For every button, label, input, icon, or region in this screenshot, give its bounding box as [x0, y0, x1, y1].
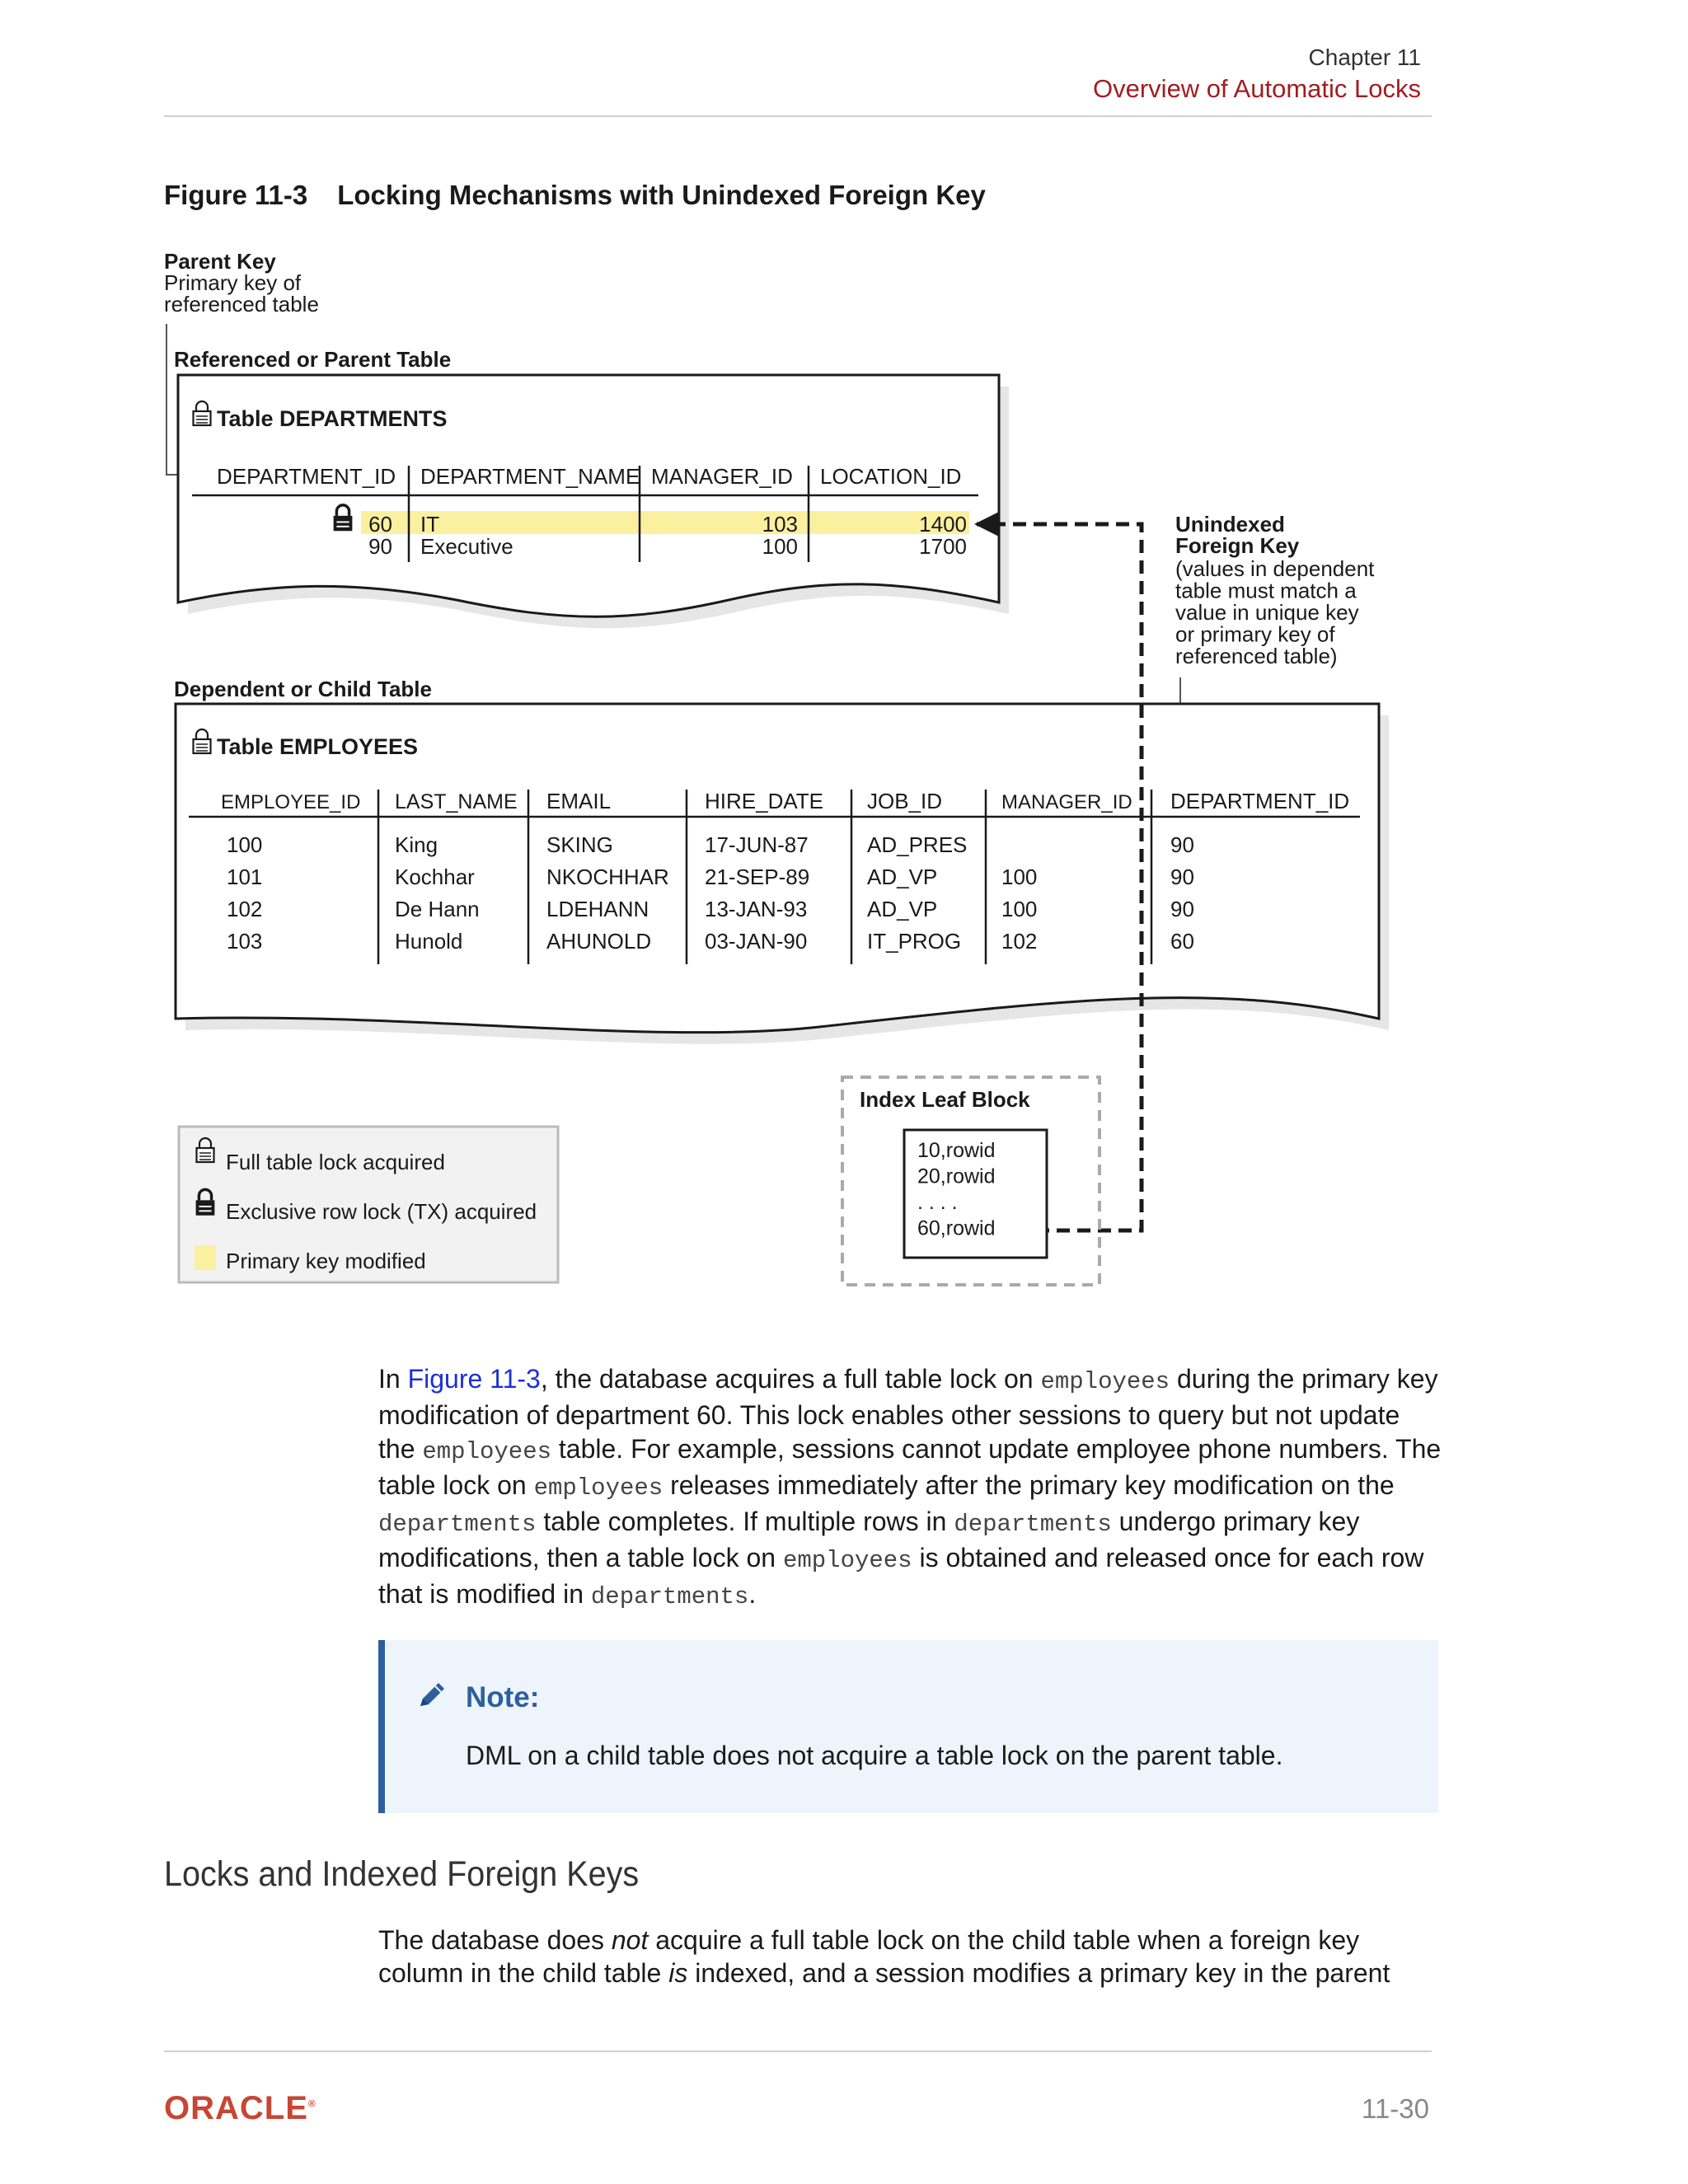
- body-paragraph: [378, 1362, 1442, 1614]
- text: releases immediately after the primary key modification on the: [663, 1470, 1395, 1500]
- logo-text: ORACLE: [164, 2090, 308, 2126]
- text: is obtained and released once for each row that is modified in: [378, 1543, 1424, 1609]
- oracle-logo: [164, 2090, 316, 2127]
- emp-cell: AD_PRES: [867, 832, 968, 857]
- emp-cell: IT_PROG: [867, 929, 962, 954]
- child-table-label: Dependent or Child Table: [174, 677, 432, 701]
- fk-title-line-2: Foreign Key: [1175, 533, 1300, 558]
- index-leaf-title: Index Leaf Block: [860, 1087, 1030, 1112]
- index-entry: 20,rowid: [917, 1165, 996, 1188]
- note-text: DML on a child table does not acquire a table lock on the parent table.: [466, 1741, 1283, 1770]
- emp-cell: SKING: [546, 832, 613, 857]
- manager-id-cell: 103: [762, 512, 798, 537]
- section-paragraph: [378, 1924, 1450, 1990]
- parent-table-label: Referenced or Parent Table: [174, 347, 452, 372]
- footer-rule: [164, 2050, 1432, 2052]
- code-departments: departments: [590, 1583, 749, 1610]
- emphasis: not: [611, 1925, 649, 1955]
- dept-column-header: DEPARTMENT_ID: [217, 464, 396, 489]
- code-employees: employees: [1040, 1368, 1170, 1395]
- fk-desc-line: value in unique key: [1175, 600, 1359, 625]
- departments-title: Table DEPARTMENTS: [217, 406, 448, 431]
- manager-id-cell: 100: [762, 534, 798, 559]
- text: indexed, and a session modifies a primary key in the parent: [687, 1958, 1390, 1988]
- fk-desc-line: table must match a: [1175, 578, 1357, 603]
- dept-column-header: LOCATION_ID: [820, 464, 962, 489]
- emp-column-header: EMAIL: [546, 789, 612, 813]
- text: In: [378, 1364, 408, 1394]
- emp-cell: AD_VP: [867, 865, 938, 889]
- text: .: [748, 1579, 757, 1609]
- dept-id-cell: 60: [368, 512, 392, 537]
- legend-full-lock: Full table lock acquired: [226, 1150, 445, 1174]
- fk-desc-line: (values in dependent: [1175, 556, 1375, 581]
- emp-cell: 102: [1001, 929, 1038, 954]
- text: acquire a full table lock on the child table when a foreign key column in the child table: [378, 1925, 1360, 1988]
- dept-column-header: DEPARTMENT_NAME: [420, 464, 640, 489]
- parent-key-title: Parent Key: [164, 249, 276, 274]
- page-number: 11-30: [1362, 2093, 1429, 2124]
- emp-column-header: DEPARTMENT_ID: [1170, 789, 1350, 813]
- figure-link[interactable]: Figure 11-3: [407, 1364, 541, 1394]
- text: , the database acquires a full table lock on: [540, 1364, 1041, 1394]
- trademark: ®: [307, 2097, 316, 2110]
- emp-cell: 102: [227, 897, 263, 921]
- emp-cell: 100: [227, 832, 263, 857]
- fk-desc-line: referenced table): [1175, 644, 1338, 668]
- emp-cell: AHUNOLD: [546, 929, 652, 954]
- section-title: Locks and Indexed Foreign Keys: [164, 1854, 640, 1894]
- emp-cell: 03-JAN-90: [705, 929, 808, 954]
- pencil-icon: [414, 1678, 450, 1714]
- emp-column-header: EMPLOYEE_ID: [221, 791, 361, 813]
- fk-label: [1175, 512, 1375, 668]
- figure-number: Figure 11-3: [164, 180, 308, 210]
- emp-cell: King: [395, 832, 438, 857]
- text: during the primary key modification of department 60. This lock enables other sessions to query but not update the: [378, 1364, 1438, 1464]
- emp-column-header: MANAGER_ID: [1001, 791, 1132, 813]
- emp-cell: AD_VP: [867, 897, 938, 921]
- employees-title: Table EMPLOYEES: [217, 734, 419, 759]
- emp-cell: 90: [1170, 897, 1194, 921]
- text: table completes. If multiple rows in: [536, 1507, 954, 1536]
- legend-pk-modified: Primary key modified: [226, 1249, 426, 1273]
- emp-cell: LDEHANN: [546, 897, 649, 921]
- emp-cell: 17-JUN-87: [705, 832, 809, 857]
- emphasis: is: [668, 1958, 688, 1988]
- legend-row-lock: Exclusive row lock (TX) acquired: [226, 1199, 537, 1224]
- emp-cell: 21-SEP-89: [705, 865, 810, 889]
- index-entry: 10,rowid: [917, 1139, 996, 1162]
- emp-cell: Hunold: [395, 929, 463, 954]
- dept-column-header: MANAGER_ID: [651, 464, 793, 489]
- parent-key-desc-2: referenced table: [164, 292, 319, 316]
- note-box: [378, 1640, 1438, 1813]
- emp-column-header: LAST_NAME: [395, 790, 518, 813]
- emp-cell: 13-JAN-93: [705, 897, 808, 921]
- code-departments: departments: [954, 1511, 1112, 1538]
- emp-column-header: JOB_ID: [867, 789, 943, 813]
- location-id-cell: 1400: [919, 512, 967, 537]
- emp-cell: 101: [227, 865, 263, 889]
- pk-highlight-row: [361, 511, 969, 534]
- fk-title-line-1: Unindexed: [1175, 512, 1285, 537]
- section-label: Overview of Automatic Locks: [1093, 74, 1421, 103]
- text: The database does: [378, 1925, 612, 1955]
- code-employees: employees: [782, 1547, 912, 1574]
- code-departments: departments: [378, 1511, 537, 1538]
- emp-cell: De Hann: [395, 897, 480, 921]
- chapter-label: Chapter 11: [1308, 45, 1421, 70]
- emp-cell: 100: [1001, 897, 1038, 921]
- index-entry: 60,rowid: [917, 1216, 996, 1240]
- dept-name-cell: Executive: [420, 534, 513, 559]
- code-employees: employees: [533, 1474, 663, 1502]
- figure-caption: Locking Mechanisms with Unindexed Foreign Key: [337, 180, 986, 210]
- emp-cell: Kochhar: [395, 865, 475, 889]
- parent-key-desc-1: Primary key of: [164, 270, 302, 295]
- text: undergo primary key modifications, then a table lock on: [378, 1507, 1360, 1572]
- emp-column-header: HIRE_DATE: [705, 789, 823, 813]
- index-entry: . . . .: [917, 1191, 958, 1214]
- emp-cell: 90: [1170, 832, 1194, 857]
- pk-modified-swatch: [195, 1245, 216, 1270]
- dept-id-cell: 90: [368, 534, 392, 559]
- emp-cell: 60: [1170, 929, 1194, 954]
- fk-desc-line: or primary key of: [1175, 621, 1335, 647]
- note-title: Note:: [466, 1681, 540, 1713]
- text: table. For example, sessions cannot update employee phone numbers. The table lock on: [378, 1434, 1442, 1500]
- emp-cell: 90: [1170, 865, 1194, 889]
- code-employees: employees: [422, 1438, 552, 1465]
- location-id-cell: 1700: [919, 534, 967, 559]
- emp-cell: 103: [227, 929, 263, 954]
- emp-cell: 100: [1001, 865, 1038, 889]
- dept-name-cell: IT: [420, 512, 440, 537]
- emp-cell: NKOCHHAR: [546, 865, 669, 889]
